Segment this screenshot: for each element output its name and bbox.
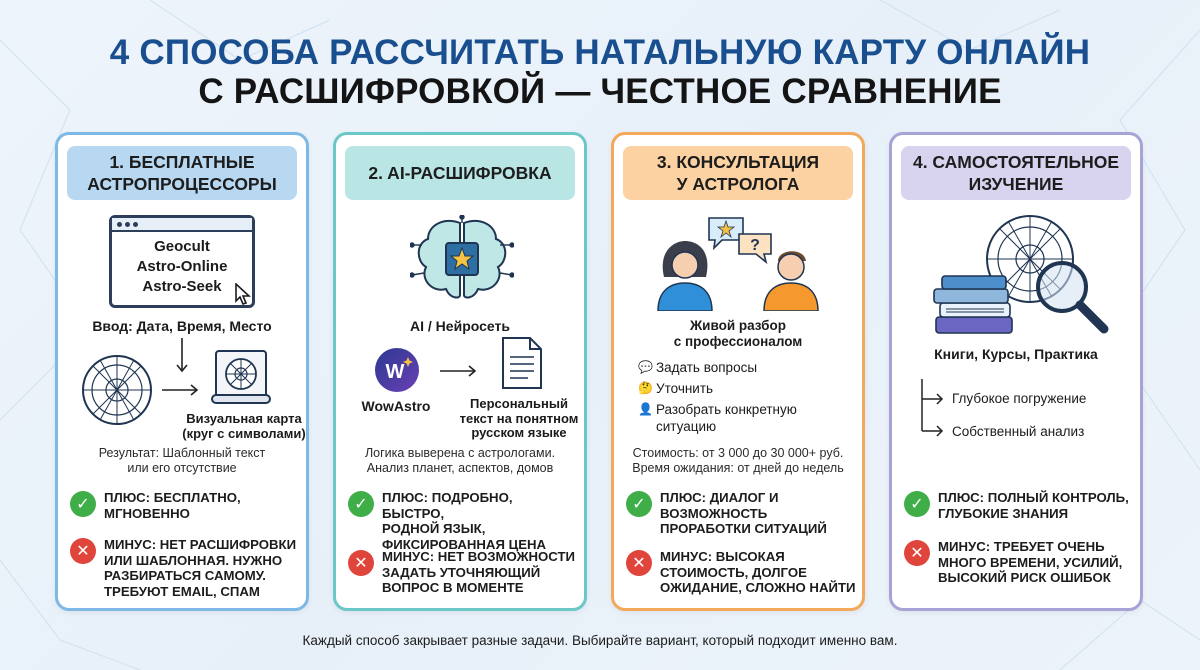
cursor-icon	[234, 283, 252, 305]
live-label: Живой разбор с профессионалом	[673, 318, 803, 349]
minus-row	[626, 549, 856, 596]
list-item: 💬 Задать вопросы	[638, 360, 758, 375]
footer-note: Каждый способ закрывает разные задачи. Выбирайте вариант, который подходит именно вам.	[302, 633, 898, 648]
minus-text: МИНУС: ВЫСОКАЯ СТОИМОСТЬ, ДОЛГОЕ ОЖИДАНИЕ, СЛОЖНО НАЙТИ	[660, 549, 856, 595]
card-free-astroprocessors	[55, 132, 309, 611]
person-icon: 👤	[638, 402, 653, 416]
card-header: 1. БЕСПЛАТНЫЕ АСТРОПРОЦЕССОРЫ	[67, 146, 297, 200]
branch-deep-dive: Глубокое погружение	[952, 391, 1087, 406]
page-subtitle: С РАСШИФРОВКОЙ — ЧЕСТНОЕ СРАВНЕНИЕ	[198, 72, 1002, 111]
wowastro-logo-icon[interactable]	[374, 347, 420, 393]
svg-text:?: ?	[750, 237, 760, 254]
plus-text: ПЛЮС: ПОЛНЫЙ КОНТРОЛЬ, ГЛУБОКИЕ ЗНАНИЯ	[938, 490, 1129, 521]
plus-text: ПЛЮС: ПОДРОБНО, БЫСТРО, РОДНОЙ ЯЗЫК, ФИКСИРОВАННАЯ ЦЕНА	[382, 490, 547, 552]
visual-map-label: Визуальная карта (круг с символами)	[182, 411, 306, 441]
card-self-study	[889, 132, 1143, 611]
cross-icon: ✕	[626, 550, 652, 576]
plus-text: ПЛЮС: БЕСПЛАТНО, МГНОВЕННО	[104, 490, 241, 521]
cross-icon: ✕	[70, 538, 96, 564]
minus-text: МИНУС: ТРЕБУЕТ ОЧЕНЬ МНОГО ВРЕМЕНИ, УСИЛИЙ, ВЫСОКИЙ РИСК ОШИБОК	[938, 539, 1123, 585]
service-astro-online[interactable]: Astro-Online	[136, 258, 228, 275]
minus-row	[904, 539, 1134, 586]
logic-text: Логика выверена с астрологами. Анализ планет, аспектов, домов	[364, 446, 556, 475]
magnifier-icon	[1030, 255, 1110, 335]
document-icon	[500, 335, 544, 391]
minus-text: МИНУС: НЕТ ВОЗМОЖНОСТИ ЗАДАТЬ УТОЧНЯЮЩИЙ ВОПРОС В МОМЕНТЕ	[382, 549, 576, 595]
arrow-right-icon	[162, 383, 200, 397]
svg-text:W: W	[385, 361, 405, 383]
plus-text: ПЛЮС: ДИАЛОГ И ВОЗМОЖНОСТЬ ПРОРАБОТКИ СИТУАЦИЙ	[660, 490, 827, 536]
list-item: 🤔 Уточнить	[638, 381, 714, 396]
question-bubble-icon	[736, 231, 774, 265]
ai-label: AI / Нейросеть	[410, 318, 510, 334]
branch-own-analysis: Собственный анализ	[952, 424, 1085, 439]
cross-icon: ✕	[904, 540, 930, 566]
cost-text: Стоимость: от 3 000 до 30 000+ руб. Время ожидания: от дней до недель	[632, 446, 844, 475]
minus-row	[70, 537, 300, 599]
ai-brain-icon	[410, 215, 514, 307]
books-label: Книги, Курсы, Практика	[934, 346, 1098, 362]
plus-row	[70, 490, 300, 521]
zodiac-wheel-icon	[80, 353, 154, 427]
card-ai-decoding	[333, 132, 587, 611]
service-geocult[interactable]: Geocult	[154, 238, 210, 255]
speech-bubble-icon: 💬	[638, 360, 653, 374]
books-icon	[932, 273, 1016, 337]
minus-row	[348, 549, 578, 596]
plus-row	[904, 490, 1134, 521]
result-text: Результат: Шаблонный текст или его отсутствие	[98, 446, 266, 475]
arrow-down-icon	[175, 338, 189, 374]
thinking-face-icon: 🤔	[638, 381, 653, 395]
card-header: 3. КОНСУЛЬТАЦИЯ У АСТРОЛОГА	[623, 146, 853, 200]
check-icon: ✓	[70, 491, 96, 517]
input-label: Ввод: Дата, Время, Место	[92, 318, 272, 334]
app-name[interactable]: WowAstro	[361, 398, 431, 414]
branch-lines	[920, 377, 950, 437]
plus-row	[626, 490, 856, 537]
personal-text-label: Персональный текст на понятном русском языке	[459, 396, 579, 440]
card-header: 2. AI-РАСШИФРОВКА	[345, 146, 575, 200]
card-astrologer-consultation	[611, 132, 865, 611]
service-astro-seek[interactable]: Astro-Seek	[142, 278, 222, 295]
cross-icon: ✕	[348, 550, 374, 576]
check-icon: ✓	[904, 491, 930, 517]
arrow-right-icon	[440, 364, 478, 378]
list-item: 👤 Разобрать конкретную ситуацию	[638, 402, 797, 434]
chart-scroll-icon	[210, 347, 274, 407]
plus-row	[348, 490, 578, 552]
card-header: 4. САМОСТОЯТЕЛЬНОЕ ИЗУЧЕНИЕ	[901, 146, 1131, 200]
check-icon: ✓	[348, 491, 374, 517]
page-title: 4 СПОСОБА РАССЧИТАТЬ НАТАЛЬНУЮ КАРТУ ОНЛАЙН	[109, 33, 1091, 72]
minus-text: МИНУС: НЕТ РАСШИФРОВКИ ИЛИ ШАБЛОННАЯ. НУЖНО РАЗБИРАТЬСЯ САМОМУ. ТРЕБУЮТ EMAIL, СПАМ	[104, 537, 297, 599]
check-icon: ✓	[626, 491, 652, 517]
